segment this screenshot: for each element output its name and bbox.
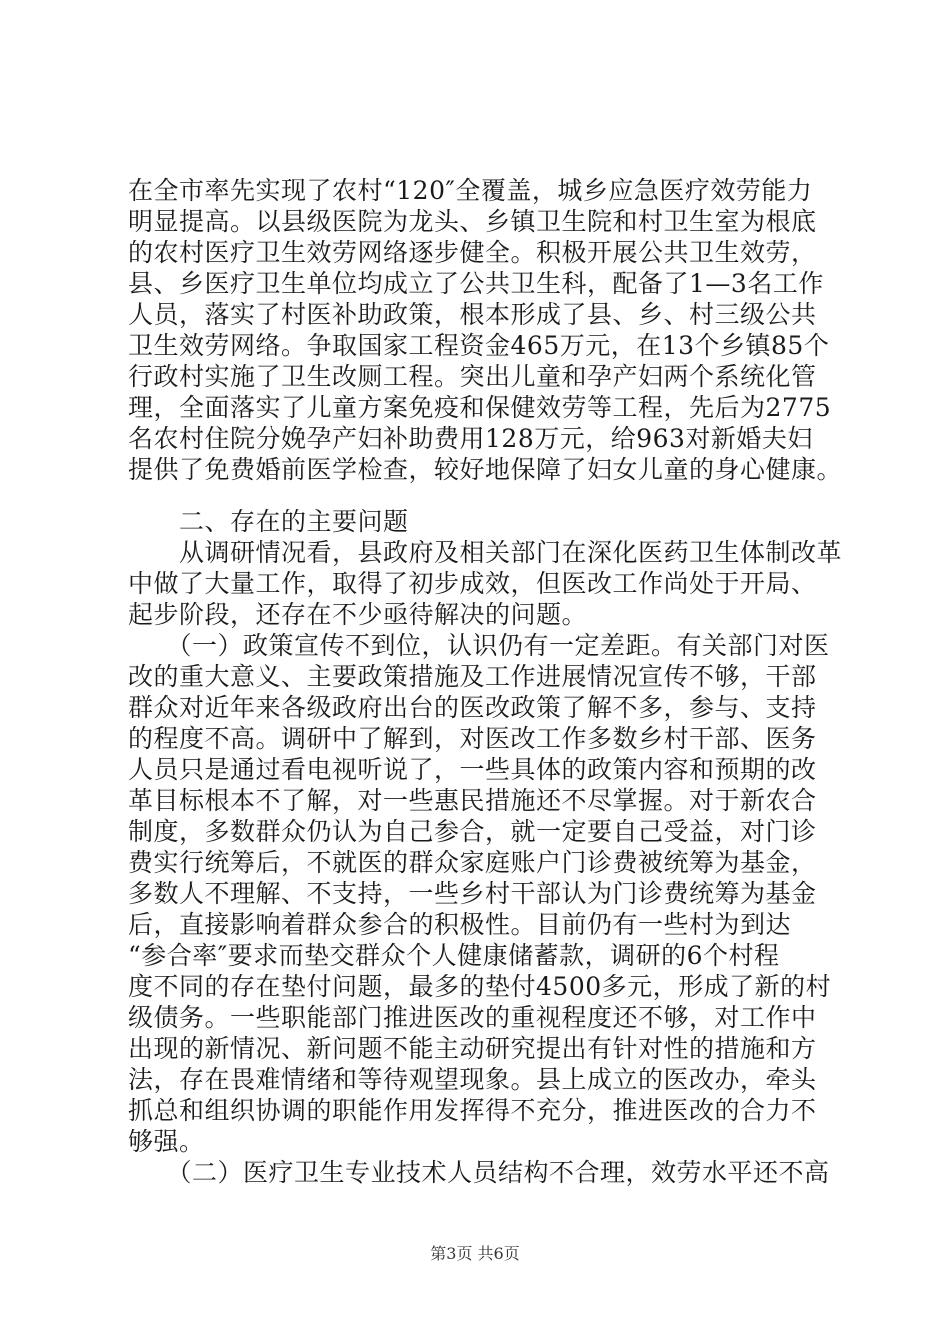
body-text-line: 提供了免费婚前医学检查，较好地保障了妇女儿童的身心健康。 bbox=[128, 455, 843, 484]
body-text-line: 后，直接影响着群众参合的积极性。目前仍有一些村为到达 bbox=[128, 910, 792, 939]
body-text-line: 费实行统筹后，不就医的群众家庭账户门诊费被统筹为基金， bbox=[128, 848, 817, 877]
body-text-line: 卫生效劳网络。争取国家工程资金465万元，在13个乡镇85个 bbox=[128, 331, 830, 360]
section-problems bbox=[128, 506, 848, 1188]
body-text-line: 的程度不高。调研中了解到，对医改工作多数乡村干部、医务 bbox=[128, 724, 817, 753]
body-text-line: 行政村实施了卫生改厕工程。突出儿童和孕产妇两个系统化管 bbox=[128, 362, 817, 391]
body-text-line: （二）医疗卫生专业技术人员结构不合理，效劳水平还不高 bbox=[128, 1158, 830, 1187]
body-text-line: “参合率″要求而垫交群众个人健康储蓄款，调研的6个村程 bbox=[128, 941, 780, 970]
body-text-line: 从调研情况看，县政府及相关部门在深化医药卫生体制改革 bbox=[128, 538, 843, 567]
body-text-line: 的农村医疗卫生效劳网络逐步健全。积极开展公共卫生效劳， bbox=[128, 238, 817, 267]
body-text-line: 多数人不理解、不支持，一些乡村干部认为门诊费统筹为基金 bbox=[128, 879, 817, 908]
paragraph-continuation bbox=[128, 175, 848, 485]
body-text-line: 改的重大意义、主要政策措施及工作进展情况宣传不够，干部 bbox=[128, 662, 817, 691]
page-footer: 第3页 共6页 bbox=[430, 1244, 520, 1263]
body-text-line: 理，全面落实了儿童方案免疫和保健效劳等工程，先后为2775 bbox=[128, 393, 832, 422]
body-text-line: 在全市率先实现了农村“120″全覆盖，城乡应急医疗效劳能力 bbox=[128, 176, 813, 205]
body-text-line: 县、乡医疗卫生单位均成立了公共卫生科，配备了1—3名工作 bbox=[128, 269, 824, 298]
body-text-line: 二、存在的主要问题 bbox=[128, 507, 409, 536]
body-text-line: 人员只是通过看电视听说了，一些具体的政策内容和预期的改 bbox=[128, 755, 817, 784]
body-text-line: 出现的新情况、新问题不能主动研究提出有针对性的措施和方 bbox=[128, 1034, 817, 1063]
body-text-line: 人员，落实了村医补助政策，根本形成了县、乡、村三级公共 bbox=[128, 300, 817, 329]
body-text-line: 制度，多数群众仍认为自己参合，就一定要自己受益，对门诊 bbox=[128, 817, 817, 846]
body-text-line: 群众对近年来各级政府出台的医改政策了解不多，参与、支持 bbox=[128, 693, 817, 722]
body-text-line: 中做了大量工作，取得了初步成效，但医改工作尚处于开局、 bbox=[128, 569, 817, 598]
body-text-line: 名农村住院分娩孕产妇补助费用128万元，给963对新婚夫妇 bbox=[128, 424, 813, 453]
body-text-line: 革目标根本不了解，对一些惠民措施还不尽掌握。对于新农合 bbox=[128, 786, 817, 815]
body-text-line: 够强。 bbox=[128, 1127, 205, 1156]
body-text-line: 明显提高。以县级医院为龙头、乡镇卫生院和村卫生室为根底 bbox=[128, 207, 817, 236]
body-text-line: 起步阶段，还存在不少亟待解决的问题。 bbox=[128, 600, 588, 629]
body-text-line: （一）政策宣传不到位，认识仍有一定差距。有关部门对医 bbox=[128, 631, 830, 660]
body-text-line: 级债务。一些职能部门推进医改的重视程度还不够，对工作中 bbox=[128, 1003, 817, 1032]
body-text-line: 抓总和组织协调的职能作用发挥得不充分，推进医改的合力不 bbox=[128, 1096, 817, 1125]
body-text-line: 法，存在畏难情绪和等待观望现象。县上成立的医改办，牵头 bbox=[128, 1065, 817, 1094]
body-text-line: 度不同的存在垫付问题，最多的垫付4500多元，形成了新的村 bbox=[128, 972, 832, 1001]
